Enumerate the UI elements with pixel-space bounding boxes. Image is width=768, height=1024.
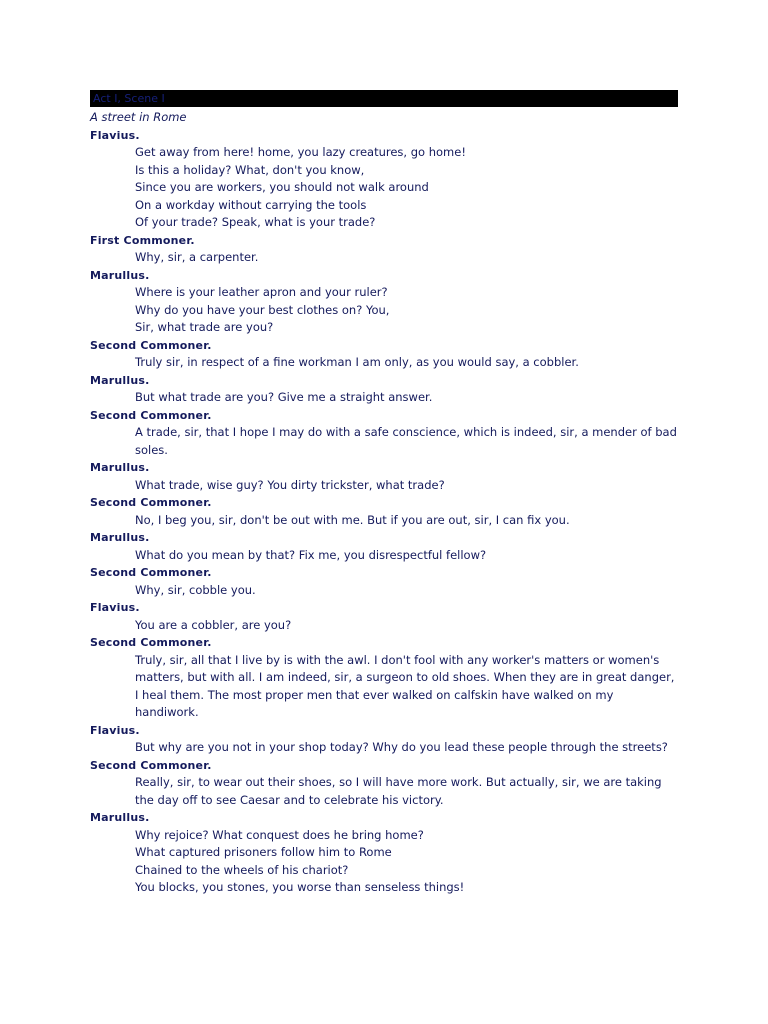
dialogue-line: What trade, wise guy? You dirty trickster, what trade?: [135, 477, 445, 492]
dialogue-line: Get away from here! home, you lazy creatures, go home!: [135, 145, 466, 159]
dialogue-line: Chained to the wheels of his chariot?: [135, 862, 349, 877]
speech-block: [90, 564, 678, 599]
scene-header-label: Act I, Scene I: [93, 92, 165, 105]
speaker-name: Second Commoner.: [90, 566, 212, 579]
speech-block: [90, 634, 678, 722]
speaker-name: Marullus.: [90, 811, 150, 824]
speaker-name: Marullus.: [90, 461, 150, 474]
speech-block: [90, 232, 678, 267]
dialogue-line: You blocks, you stones, you worse than senseless things!: [135, 880, 465, 894]
speaker-name: Second Commoner.: [90, 338, 212, 352]
speaker-name: Second Commoner.: [90, 496, 212, 509]
speech-block: [90, 459, 678, 494]
speech-block: [90, 599, 678, 634]
dialogue-line: Truly sir, in respect of a fine workman I am only, as you would say, a cobbler.: [135, 355, 579, 369]
speech-block: [90, 127, 678, 232]
dialogue-line: Sir, what trade are you?: [135, 320, 274, 334]
speaker-name: Second Commoner.: [90, 758, 212, 772]
dialogue-line: Truly, sir, all that I live by is with the awl. I don't fool with any worker's matters or women's matters, but with all. I am indeed, sir, a surgeon to old shoes. When they are in great danger, I heal them. The most proper men that ever walked on calfskin have walked on my handiwork.: [135, 652, 675, 719]
dialogue-line: What do you mean by that? Fix me, you disrespectful fellow?: [135, 547, 487, 562]
scene-setting: A street in Rome: [90, 110, 187, 124]
speech-block: [90, 757, 678, 810]
speaker-name: Second Commoner.: [90, 636, 212, 649]
script-page: [90, 90, 678, 897]
speaker-name: Marullus.: [90, 268, 150, 282]
dialogue-line: Of your trade? Speak, what is your trade?: [135, 215, 376, 229]
speech-block: [90, 372, 678, 407]
dialogue-line: Why rejoice? What conquest does he bring home?: [135, 827, 424, 842]
scene-header-bar: [90, 90, 678, 107]
speaker-name: Flavius.: [90, 601, 140, 614]
speaker-name: Second Commoner.: [90, 408, 212, 422]
dialogue-line: On a workday without carrying the tools: [135, 197, 367, 212]
dialogue-line: But what trade are you? Give me a straight answer.: [135, 390, 433, 404]
speech-block: [90, 722, 678, 757]
dialogue-line: Since you are workers, you should not walk around: [135, 180, 429, 194]
speech-block: [90, 809, 678, 897]
speech-block: [90, 494, 678, 529]
speaker-name: Flavius.: [90, 128, 140, 142]
dialogue-line: You are a cobbler, are you?: [135, 617, 292, 632]
dialogue-line: What captured prisoners follow him to Rome: [135, 845, 392, 859]
speech-block: [90, 267, 678, 337]
dialogue-line: A trade, sir, that I hope I may do with a safe conscience, which is indeed, sir, a mender of bad soles.: [135, 425, 677, 457]
dialogue-line: But why are you not in your shop today? Why do you lead these people through the streets?: [135, 740, 668, 754]
speech-block: [90, 529, 678, 564]
dialogue-line: Really, sir, to wear out their shoes, so I will have more work. But actually, sir, we are taking the day off to see Caesar and to celebrate his victory.: [135, 775, 662, 807]
dialogue-line: No, I beg you, sir, don't be out with me. But if you are out, sir, I can fix you.: [135, 512, 570, 527]
dialogue-line: Why, sir, a carpenter.: [135, 250, 259, 264]
speech-block: [90, 407, 678, 460]
speaker-name: First Commoner.: [90, 233, 195, 247]
dialogue: [90, 127, 678, 897]
dialogue-line: Why, sir, cobble you.: [135, 582, 256, 597]
speaker-name: Marullus.: [90, 531, 150, 544]
dialogue-line: Why do you have your best clothes on? You,: [135, 302, 390, 317]
speaker-name: Flavius.: [90, 723, 140, 737]
speech-block: [90, 337, 678, 372]
dialogue-line: Is this a holiday? What, don't you know,: [135, 162, 365, 177]
speaker-name: Marullus.: [90, 373, 150, 387]
dialogue-line: Where is your leather apron and your ruler?: [135, 285, 388, 299]
